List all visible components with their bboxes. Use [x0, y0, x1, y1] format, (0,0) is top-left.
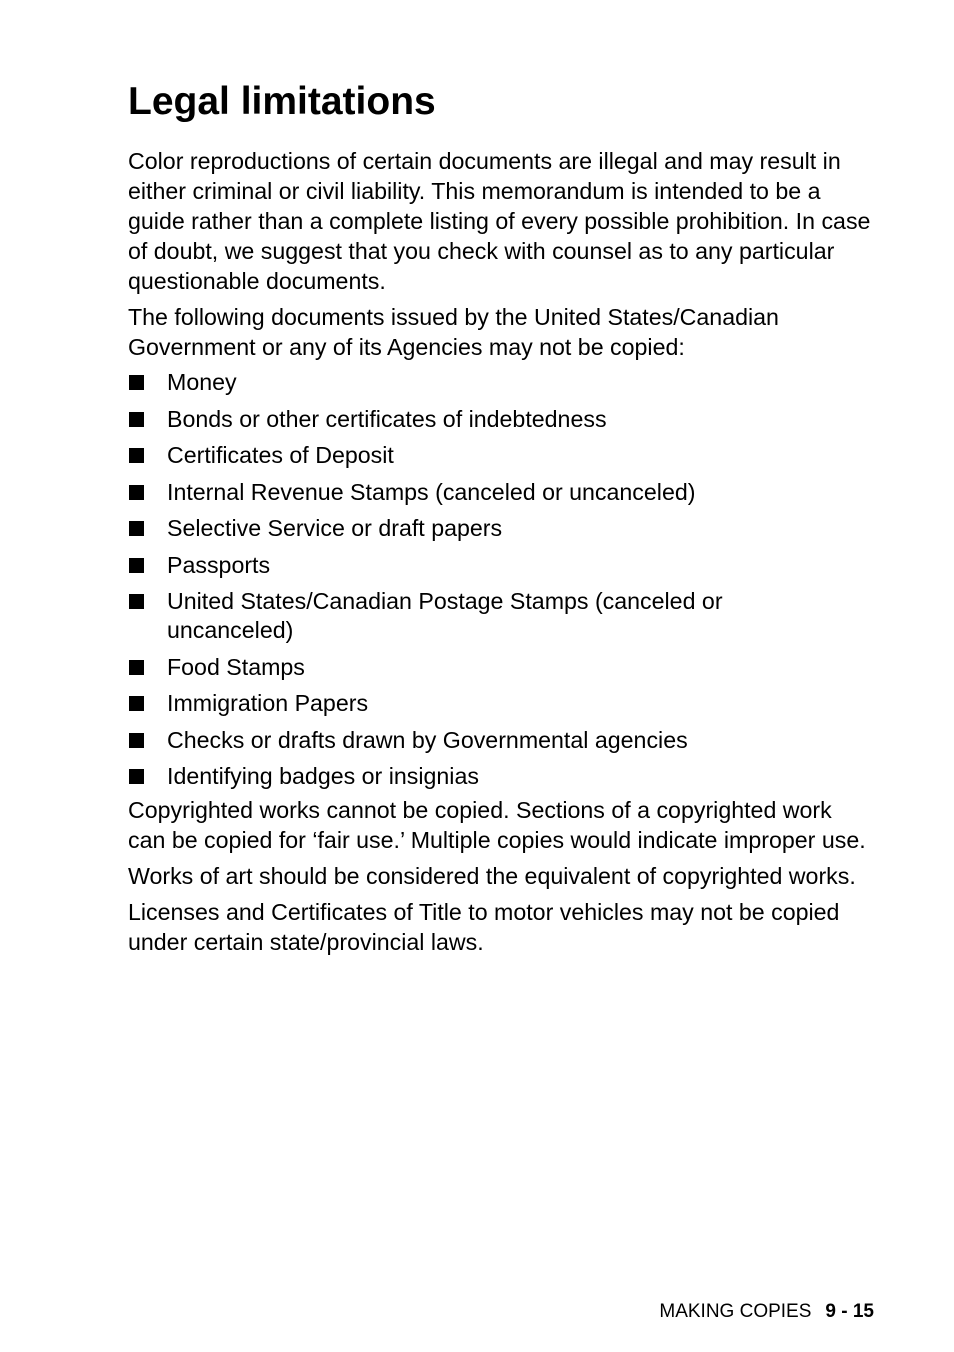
- page-footer: [659, 1299, 874, 1325]
- list-item-text: Internal Revenue Stamps (canceled or uncanceled): [167, 478, 696, 505]
- square-bullet-icon: [129, 594, 144, 609]
- licenses-paragraph: Licenses and Certificates of Title to motor vehicles may not be copied under certain state/provincial laws.: [128, 899, 840, 955]
- list-item: [128, 514, 874, 543]
- square-bullet-icon: [129, 660, 144, 675]
- prohibited-documents-list: [128, 368, 874, 791]
- list-item: [128, 368, 874, 397]
- list-item-text: Certificates of Deposit: [167, 442, 394, 468]
- page-title: Legal limitations: [128, 80, 436, 123]
- list-item-text: Immigration Papers: [167, 690, 369, 716]
- list-item-text: Money: [167, 369, 237, 395]
- square-bullet-icon: [129, 375, 144, 390]
- copyright-paragraph: Copyrighted works cannot be copied. Sections of a copyrighted work can be copied for ‘fair use.’ Multiple copies would indicate improper use.: [128, 797, 866, 853]
- list-item-text: Checks or drafts drawn by Governmental agencies: [167, 726, 688, 753]
- square-bullet-icon: [129, 769, 144, 784]
- list-item-text: Identifying badges or insignias: [167, 763, 479, 789]
- list-item: [128, 762, 874, 791]
- list-item-text: Selective Service or draft papers: [167, 515, 503, 541]
- square-bullet-icon: [129, 412, 144, 427]
- square-bullet-icon: [129, 448, 144, 463]
- list-item: [128, 441, 874, 470]
- footer-section-title: MAKING COPIES: [659, 1301, 812, 1322]
- list-item: [128, 478, 874, 507]
- list-item: [128, 726, 874, 755]
- intro-paragraph: Color reproductions of certain documents are illegal and may result in either criminal or civil liability. This memorandum is intended to be a guide rather than a complete listing of every possible prohibition. In case of doubt, we suggest that you check with counsel as to any particular questionable documents.: [128, 148, 871, 294]
- list-item-text: Passports: [167, 551, 271, 578]
- square-bullet-icon: [129, 733, 144, 748]
- works-of-art-paragraph: Works of art should be considered the equivalent of copyrighted works.: [128, 863, 856, 889]
- list-item: [128, 653, 874, 682]
- documents-intro-paragraph: The following documents issued by the United States/Canadian Government or any of its Agencies may not be copied:: [128, 304, 779, 360]
- list-item-text: Food Stamps: [167, 653, 305, 680]
- square-bullet-icon: [129, 485, 144, 500]
- page-content: [128, 78, 874, 963]
- square-bullet-icon: [129, 696, 144, 711]
- list-item: [128, 587, 874, 645]
- list-item: [128, 551, 874, 580]
- square-bullet-icon: [129, 521, 144, 536]
- list-item: [128, 689, 874, 718]
- square-bullet-icon: [129, 558, 144, 573]
- footer-page-number: 9 - 15: [825, 1301, 874, 1322]
- list-item-text: United States/Canadian Postage Stamps (canceled or uncanceled): [167, 588, 723, 643]
- list-item-text: Bonds or other certificates of indebtedness: [167, 405, 607, 432]
- list-item: [128, 405, 874, 434]
